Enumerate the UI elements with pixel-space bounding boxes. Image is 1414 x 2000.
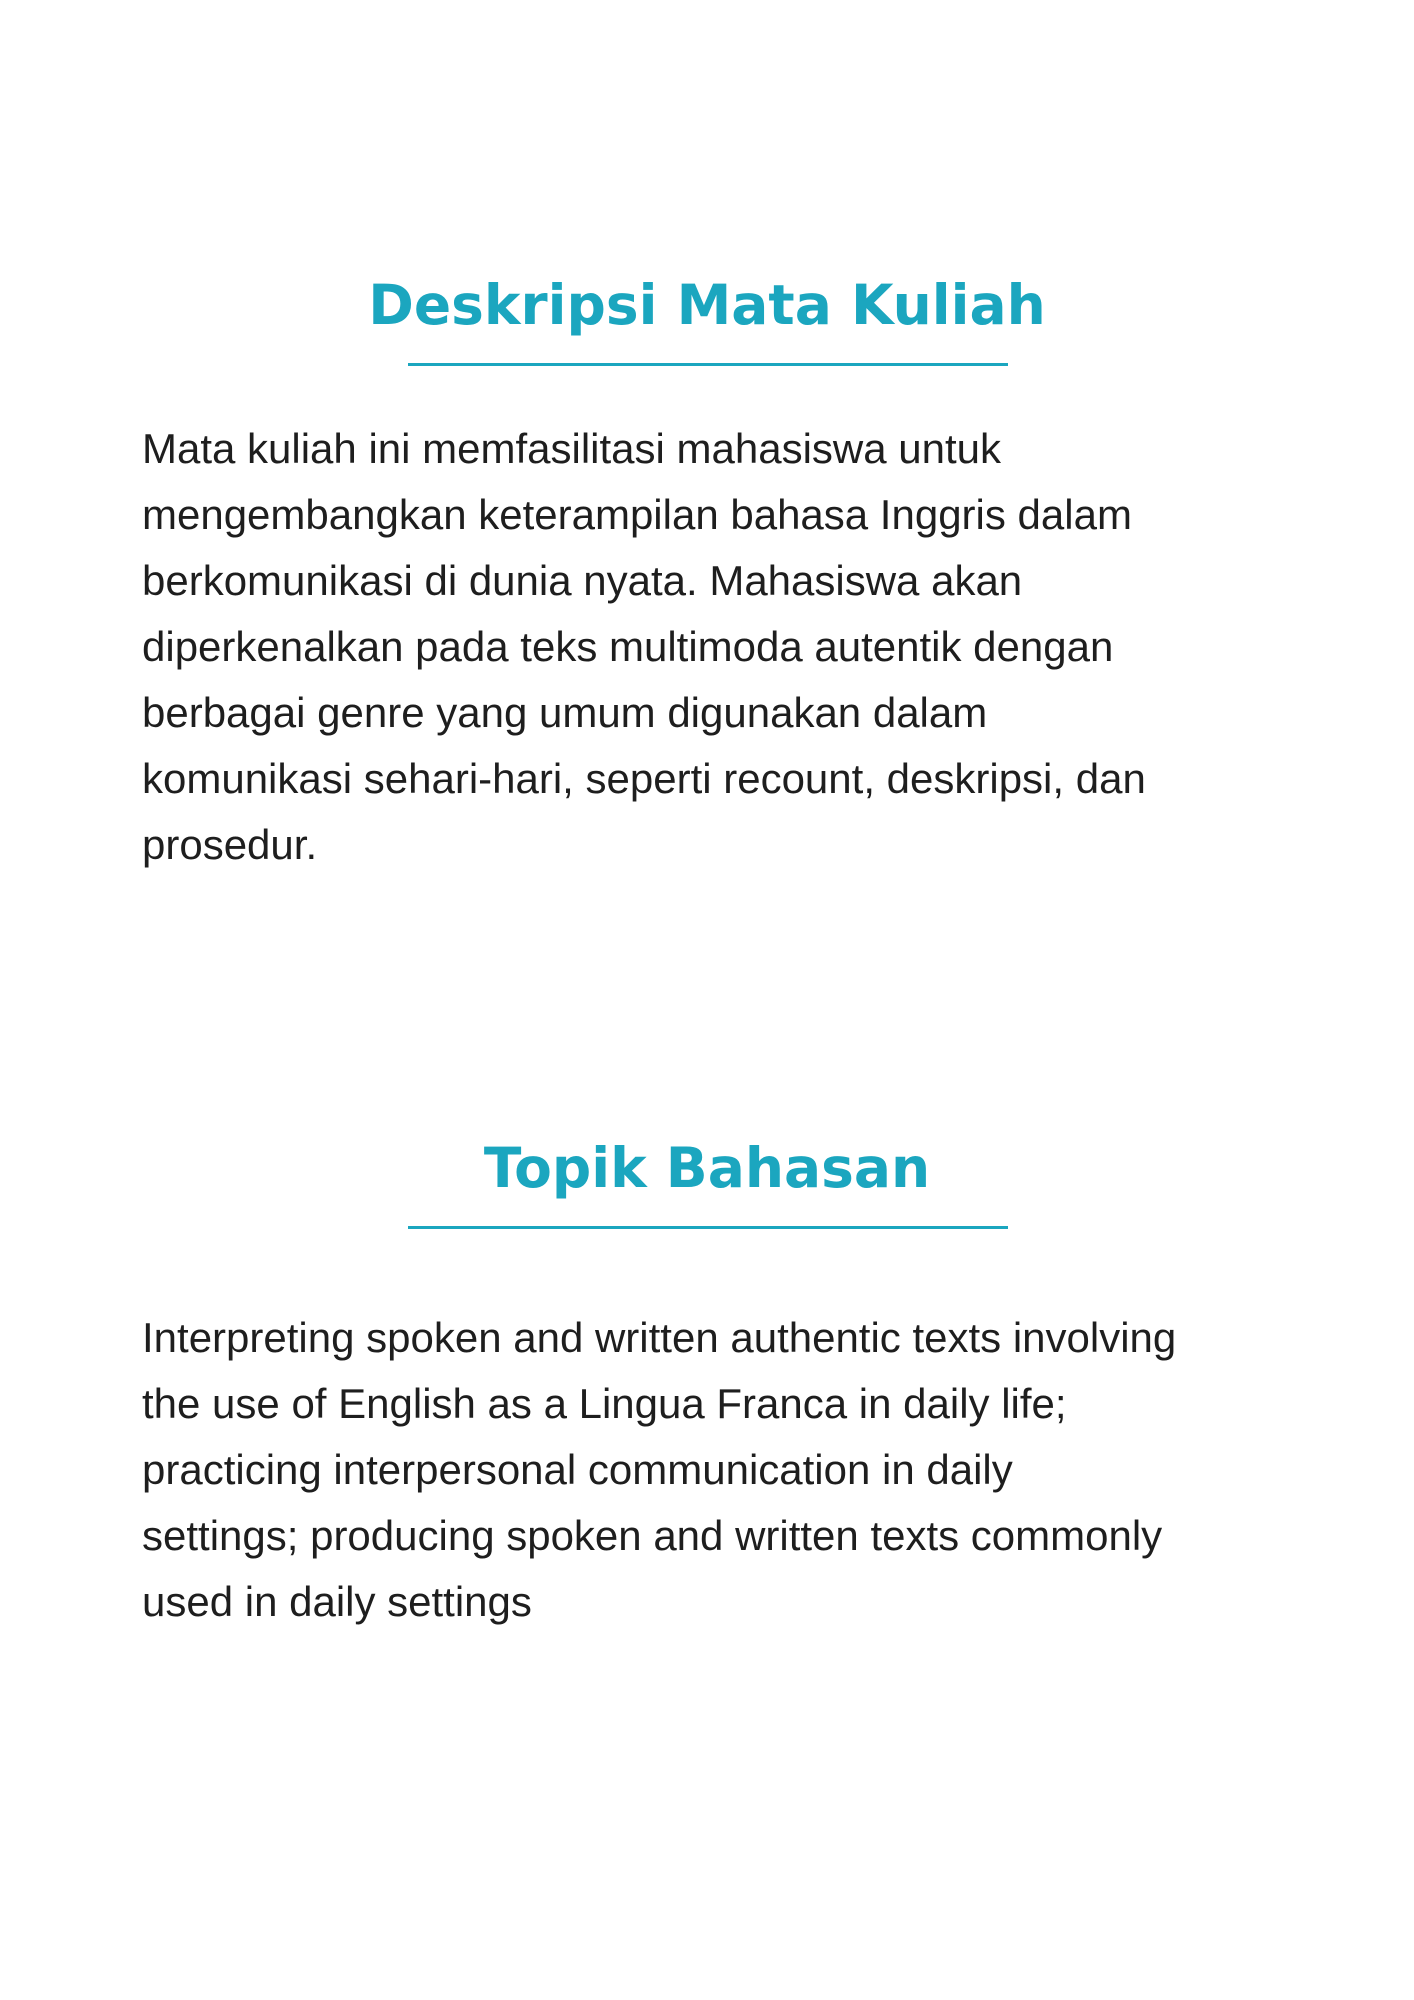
section-title: Deskripsi Mata Kuliah <box>368 273 1046 337</box>
section-title: Topik Bahasan <box>483 1136 931 1200</box>
section-body-text: Interpreting spoken and written authentic texts involving the use of English as a Lingua Franca in daily life; practicing interpersonal communication in daily settings; producing spoken and written texts commonly used in daily settings <box>142 1314 1177 1625</box>
section-body-text: Mata kuliah ini memfasilitasi mahasiswa untuk mengembangkan keterampilan bahasa Inggris dalam berkomunikasi di dunia nyata. Mahasiswa akan diperkenalkan pada teks multimoda autentik dengan berbagai genre yang umum digunakan dalam komunikasi sehari-hari, seperti recount, deskripsi, dan prosedur. <box>142 425 1146 868</box>
title-underline <box>408 1226 1008 1229</box>
title-underline <box>408 363 1008 366</box>
